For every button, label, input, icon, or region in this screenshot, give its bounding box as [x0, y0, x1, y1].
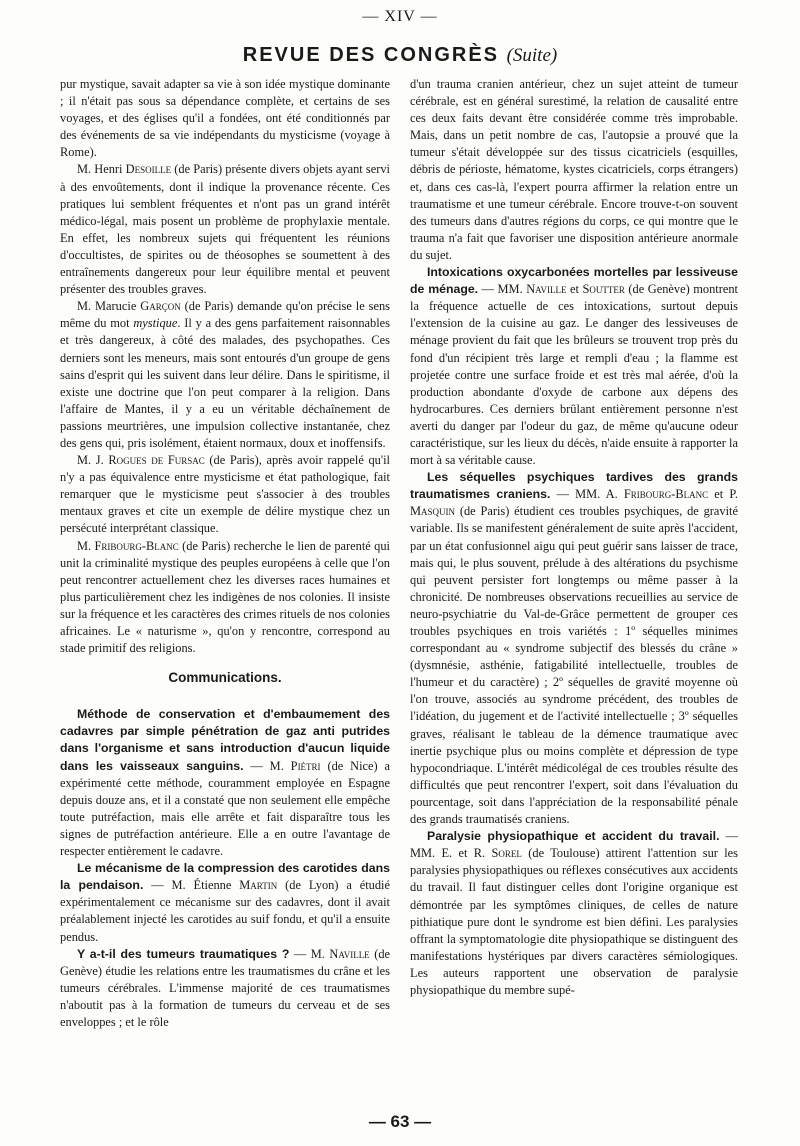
speaker-lead: M. Marucie: [77, 299, 137, 314]
speaker-lead: — MM.: [481, 282, 523, 297]
communication-heading: Y a-t-il des tumeurs traumatiques ?: [77, 946, 290, 961]
communication: [60, 946, 390, 1031]
title-main: REVUE DES CONGRÈS: [242, 44, 500, 66]
paragraph: [60, 298, 390, 452]
speaker-name: Fribourg-Blanc: [623, 487, 709, 502]
speaker-lead: M. Henri: [77, 162, 123, 177]
communication-heading: Méthode de conservation et d'embaumement des cadavres par simple pénétration de gaz anti putrides dans l'organisme et sans introduction d'aucun liquide dans les vaisseaux sanguins.: [60, 707, 390, 773]
communication-heading: Intoxications oxycarbonées mortelles par lessiveuse de ménage.: [410, 265, 738, 297]
paragraph: [60, 538, 390, 658]
connector-text: et: [570, 282, 579, 297]
speaker-name: Rogues de Fursac: [108, 453, 205, 468]
speaker-name: Piétri: [290, 758, 321, 773]
communication-heading: Les séquelles psychiques tardives des grands traumatismes craniens.: [410, 470, 738, 502]
communication: [410, 828, 738, 999]
paragraph-text: (de Toulouse) attirent l'attention sur les paralysies physiopathiques ou réflexes consécutives aux accidents du travail. Il faut distinguer celles dont l'origine organique est démontrée par les symptômes cliniques, de celles de nature pithiatique pure dont le syndrome est bien défini. Les paralysies offrant la symptomatologie dite physiopathique se distinguent des manifestations hystériques par divers caractères sémiologiques. Les auteurs rapportent une observation de paralysie physiopathique du membre supé-: [410, 846, 738, 997]
paragraph-text: (de Paris) étudient ces troubles psychiques, de gravité variable. Ils se manifestent généralement de suite après l'accident, par un état confusionnel aigu qui peut guérir sans laisser de trace, mais qui, le plus souvent, prélude à des altérations du psychisme qui peuvent persister fort longtemps ou même passer à la chronicité. De nombreuses observations recueillies au service de neuro-psychiatrie du Val-de-Grâce permettent de grouper ces troubles psychiques en trois variétés : 1º séquelles minimes correspondant au « syndrome subjectif des blessés du crâne » (dysmnésie, asthénie, fatigabilité intellectuelle, troubles de l'humeur et du caractère) ; 2º séquelles de gravité moyenne où l'on trouve, associés au syndrome précédent, des troubles de l'idéation, du jugement et de l'activité intellectuelle ; 3º séquelles graves, réalisant le tableau de la démence traumatique avec inertie psychique plus ou moins complète et dépression de type hypocondriaque. L'intérêt médicolégal de ces troubles résulte des difficultés que peut rencontrer l'expert, soit dans l'évaluation du pourcentage, soit dans l'appréciation de la responsabilité pénale des grands traumatisés craniens.: [410, 504, 738, 827]
left-column: [60, 76, 390, 1094]
paragraph-text: (de Lyon) a étudié expérimentalement ce mécanisme sur des cadavres, dont il avait préalablement injecté les carotides au suif fondu, et qu'il a ensuite pendus.: [60, 878, 390, 944]
communication: [410, 264, 738, 469]
speaker-lead: M. J.: [77, 453, 104, 468]
communication-heading: Paralysie physiopathique et accident du travail.: [427, 829, 720, 844]
paragraph-text: (de Paris) présente divers objets ayant servi à des envoûtements, dont il indique la provenance récente. Ces pratiques lui semblent fréquentes et n'ont pas un grand intérêt médico-légal, mais posent un problème de prophylaxie mentale. En effet, les nombreux sujets qui fréquentent les réunions d'occultistes, de spirites ou de théosophes se soumettent à des entraînements dangereux pour leur équilibre mental et peuvent présenter des troubles graves.: [60, 162, 390, 297]
speaker-lead: — M. Étienne: [151, 878, 232, 893]
paragraph-text: (de Genève) étudie les relations entre les traumatismes du crâne et les tumeurs cérébrales. L'immense majorité de ces traumatismes n'aboutit pas à la formation de tumeurs du cerveau et de ses enveloppes ; et le rôle: [60, 946, 390, 1029]
communication-heading: Le mécanisme de la compression des carotides dans la pendaison.: [60, 861, 390, 893]
right-column: [410, 76, 738, 1094]
speaker-name: Naville: [329, 946, 370, 961]
speaker-name: Fribourg-Blanc: [94, 538, 179, 553]
communication: [60, 706, 390, 860]
speaker-name: Soutter: [582, 282, 625, 297]
speaker-name: Garçon: [140, 299, 181, 314]
speaker-lead: — M.: [293, 946, 325, 961]
paragraph-text: (de Paris) recherche le lien de parenté qui unit la criminalité mystique des peuples européens à celle que l'on peut rencontrer actuellement chez les diverses races humaines et plus particulièrement chez les indigènes de nos colonies. Il insiste sur la fréquence et les caractères des crimes rituels de nos colonies africaines. Le « naturisme », qu'on y rencontre, correspond au stade primitif des religions.: [60, 538, 390, 656]
communication: [410, 469, 738, 828]
paragraph: d'un trauma cranien antérieur, chez un sujet atteint de tumeur cérébrale, est en général surestimé, la relation de causalité entre ces deux faits devant être considérée comme très improbable. Mais, dans un petit nombre de cas, l'autopsie a prouvé que la tumeur s'était développée sur des tissus cicatriciels (esquilles, débris de périoste, hématome, kystes cicatriciels, corps étrangers) et, dans ces cas-là, l'expert pourra affirmer la relation entre un traumatisme et une tumeur cérébrale. Encore trouve-t-on souvent des tumeurs dans d'autres régions du corps, ce qui montre que le trauma n'a fait que favoriser une disposition antérieure anormale du sujet.: [410, 77, 738, 262]
paragraph-text: (de Paris) demande qu'on précise le sens même du mot: [60, 299, 390, 331]
page-number: — 63 —: [368, 1112, 432, 1131]
paragraph: pur mystique, savait adapter sa vie à son idée mystique dominante ; il n'était pas sous sa dépendance complète, et certains de ses voyages, et des églises qu'il a fondées, ont été conditionnés par des événements de sa vie indépendants du mysticisme (voyage à Rome).: [60, 77, 390, 160]
title-suffix: (Suite): [506, 45, 558, 66]
speaker-lead: M.: [77, 538, 92, 553]
paragraph-text: . Il y a des gens parfaitement raisonnables et très dangereux, à côté des malades, des psychopathes. Ces derniers sont les meneurs, mais sont entourés d'un groupe de gens sains d'esprit qui les suivent dans leur délire. Dans le spiritisme, il existe une doctrine que l'on peut comparer à la religion. Dans l'affaire de Mantes, il y a eu un véritable déchaînement de passions meurtrières, une impulsion collective instantanée, chez des gens qui, pris isolément, étaient normaux, doux et inoffensifs.: [60, 316, 390, 450]
connector-text: et P.: [714, 487, 738, 502]
communication: [60, 860, 390, 945]
speaker-name: Desoille: [125, 162, 172, 177]
speaker-name: Naville: [526, 282, 567, 297]
speaker-name: Martin: [239, 878, 278, 893]
paragraph-text: (de Genève) montrent la fréquence actuelle de ces intoxications, surtout depuis l'extension de la cuisine au gaz. Le danger des lessiveuses de ménage provient du fait que les brûleurs se trouvent trop près du fond d'un récipient très large et rempli d'eau ; la flamme est projetée contre une surface froide et est très mal aérée, d'où la production abondante d'oxyde de carbone aux dépens des hydrocarbures. Ces derniers brûlant entièrement personne n'est averti du danger par l'odeur du gaz, de même qu'aucune odeur caractéristique, sur les lieux du décès, n'aide ensuite à rapporter la mort à sa véritable cause.: [410, 282, 738, 468]
running-title: [0, 44, 800, 67]
paragraph-text: (de Paris), après avoir rappelé qu'il n'y a pas équivalence entre mysticisme et état pathologique, fait remarquer que le mysticisme peut s'associer à des troubles mentaux graves et cite un exemple de délire mystique chez un persécuté interprétant classique.: [60, 453, 390, 536]
paragraph: [60, 452, 390, 537]
speaker-name: Masquin: [410, 504, 456, 519]
speaker-lead: — MM. A.: [556, 487, 618, 502]
speaker-name: Sorel: [491, 846, 522, 861]
speaker-lead: — M.: [250, 758, 284, 773]
italic-term: mystique: [133, 316, 178, 331]
paragraph: [60, 161, 390, 298]
speaker-lead: — MM. E. et R.: [410, 829, 738, 861]
roman-page-number: — XIV —: [362, 8, 438, 25]
paragraph-text: (de Nice) a expérimenté cette méthode, couramment employée en Espagne depuis douze ans, et il a constaté que non seulement elle empêche toute putréfaction, mais elle arrête et fait disparaître tous les signes de putréfaction antérieure. Elle a en outre l'avantage de respecter entièrement le cadavre.: [60, 758, 390, 859]
section-title: Communications.: [168, 670, 282, 686]
